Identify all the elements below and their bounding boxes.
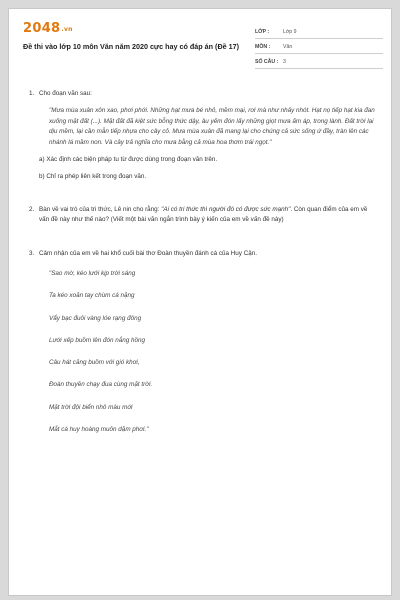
meta-table: [255, 24, 383, 69]
poem-line: Câu hát căng buồm với gió khơi,: [49, 359, 140, 367]
passage-quote: "Mưa mùa xuân xôn xao, phơi phới. Những hạt mưa bé nhỏ, mềm mại, rơi mà như nhảy nhót. Hạt nọ tiếp hạt kia đan xuống mặt đất (...). Mặt đất đã kiệt sức bỗng thức dậy, âu yếm đón lấy những giọt mưa ấm áp, trong lành. Đất trời lại dịu mềm, lại cần mẫn tiếp nhựa cho cây cỏ. Mưa mùa xuân đã mang lại cho chúng cả sức sống ứ đầy, tràn lên các nhánh lá mầm non. Và cây trả nghĩa cho mưa bằng cả mùa hoa thơm trái ngọt.": [49, 107, 375, 146]
question-text-after: . Còn quan điểm của em về vấn đề này như thế nào? (Viết một bài văn ngắn trình bày ý kiến của em về vấn đề này): [39, 206, 368, 223]
sub-question-a: a) Xác định các biện pháp tu từ được dùng trong đoạn văn trên.: [39, 156, 218, 163]
poem-line: Lưới xếp buồm lên đón nắng hồng: [49, 336, 146, 344]
question-number: 2.: [29, 206, 35, 213]
document-body: [23, 89, 379, 447]
document-page: [8, 8, 392, 596]
meta-value: Văn: [283, 44, 293, 50]
meta-key: SỐ CÂU :: [255, 59, 279, 65]
meta-value: Lớp 9: [283, 29, 297, 35]
poem-line: "Sao mờ, kéo lưới kịp trời sáng: [49, 270, 136, 277]
question-text: [39, 205, 379, 225]
poem-line: Mắt cá huy hoàng muôn dặm phơi.": [49, 426, 149, 434]
question-2: [23, 205, 379, 225]
question-prompt: Cảm nhận của em về hai khổ cuối bài thơ Đoàn thuyền đánh cá của Huy Cận.: [39, 250, 258, 257]
meta-value: 3: [283, 59, 286, 65]
question-quote: "Ai có tri thức thì người đó có được sức mạnh": [161, 206, 291, 213]
poem-line: Ta kéo xoăn tay chùm cá nặng: [49, 292, 135, 300]
question-1: [23, 89, 379, 182]
question-text-before: Bàn về vai trò của tri thức, Lê nin cho rằng:: [39, 206, 162, 213]
logo-suffix: .vn: [61, 26, 73, 33]
question-number: 3.: [29, 250, 35, 257]
poem-line: Vẩy bạc đuôi vàng lóe rạng đông: [49, 314, 142, 322]
question-number: 1.: [29, 90, 35, 97]
site-logo[interactable]: [23, 21, 73, 36]
question-3: [23, 249, 379, 447]
question-prompt: Cho đoạn văn sau:: [39, 90, 92, 97]
meta-row-question-count: [255, 54, 383, 69]
poem: [39, 269, 379, 447]
sub-question-b: b) Chỉ ra phép liên kết trong đoạn văn.: [39, 173, 147, 180]
logo-text: 2048: [23, 21, 61, 36]
meta-key: MÔN :: [255, 44, 271, 50]
poem-line: Đoàn thuyền chạy đua cùng mặt trời.: [49, 381, 153, 389]
document-title: Đề thi vào lớp 10 môn Văn năm 2020 cực hay có đáp án (Đề 17): [23, 42, 240, 51]
meta-row-subject: [255, 39, 383, 54]
poem-line: Mặt trời đội biển nhô màu mới: [49, 403, 133, 411]
meta-key: LỚP :: [255, 29, 270, 35]
document-header: [23, 21, 383, 71]
meta-row-grade: [255, 24, 383, 39]
